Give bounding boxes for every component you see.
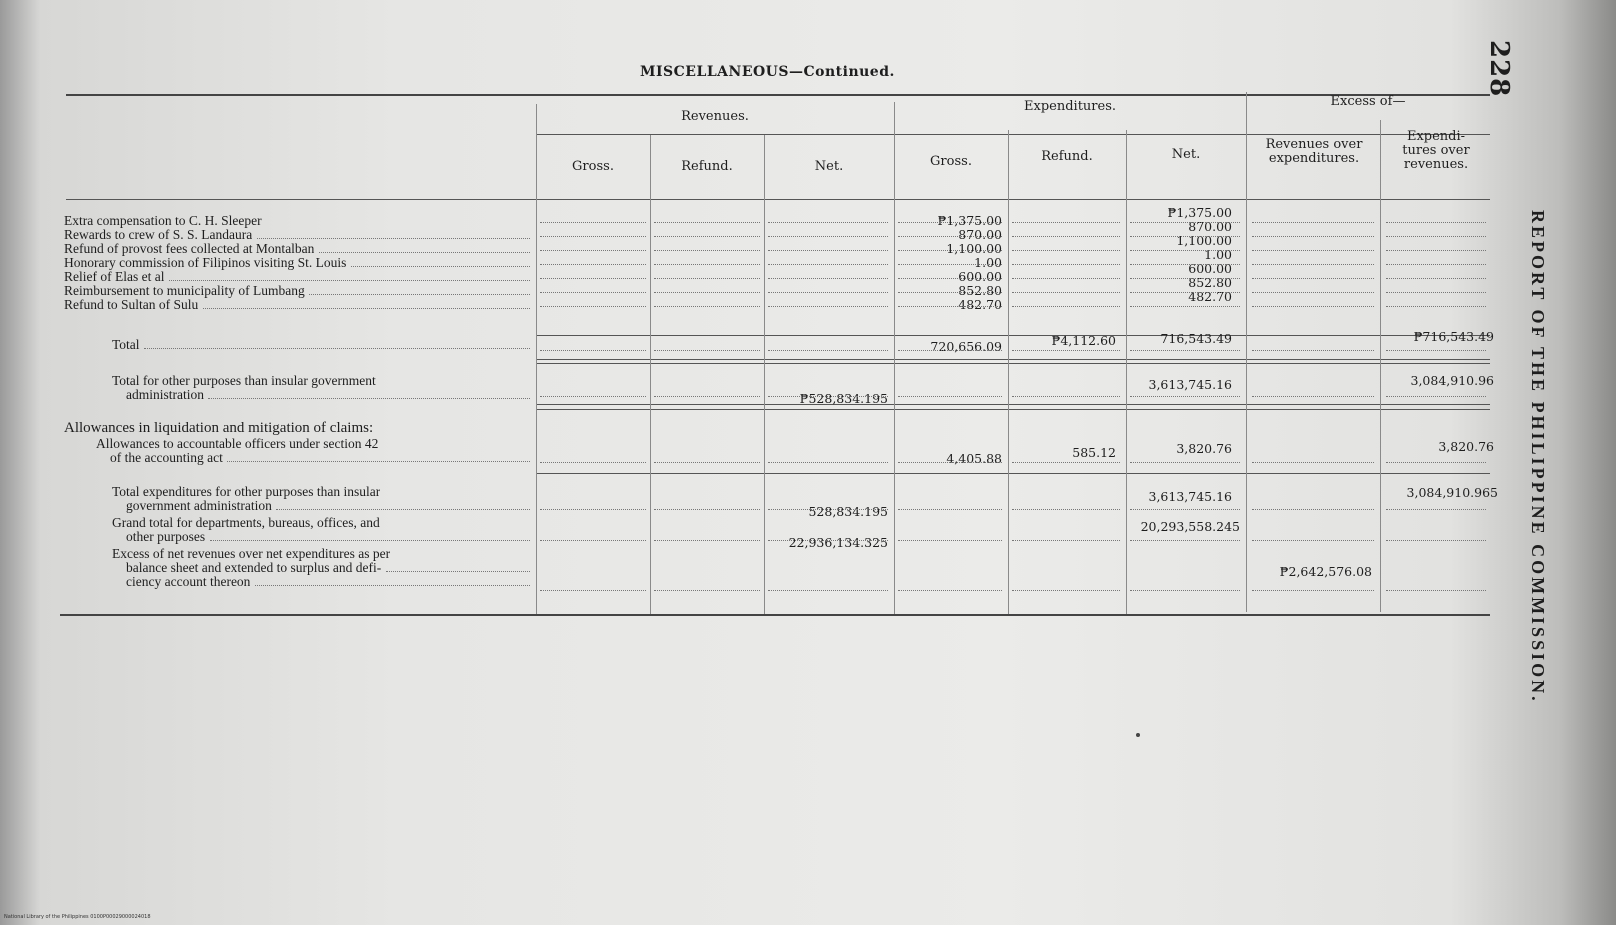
cell-leader-dots (654, 278, 760, 279)
cell-leader-dots (540, 350, 646, 351)
label-leader-dots (255, 585, 530, 586)
cell-leader-dots (768, 264, 888, 265)
cell-leader-dots (1386, 350, 1486, 351)
header-exp-net: Net. (1171, 147, 1201, 162)
cell-leader-dots (1386, 590, 1486, 591)
cell-leader-dots (898, 222, 1002, 223)
exp-gross-7: 482.70 (958, 297, 1002, 312)
cell-leader-dots (654, 350, 760, 351)
cell-leader-dots (1252, 292, 1374, 293)
col-rule-8 (1380, 120, 1381, 612)
cell-leader-dots (1252, 396, 1374, 397)
cell-leader-dots (1130, 222, 1240, 223)
header-revenues: Revenues. (681, 109, 749, 124)
cell-leader-dots (1252, 590, 1374, 591)
cell-leader-dots (1252, 540, 1374, 541)
cell-leader-dots (1386, 396, 1486, 397)
header-exp-refund: Refund. (1041, 149, 1093, 164)
grand-total-label-2-text: other purposes (126, 530, 206, 544)
exp-gross-2: 870.00 (958, 227, 1002, 242)
cell-leader-dots (1130, 236, 1240, 237)
header-rev-gross: Gross. (572, 159, 614, 174)
exp-gross-1: ₱1,375.00 (937, 213, 1002, 228)
cell-leader-dots (540, 590, 646, 591)
cell-leader-dots (768, 236, 888, 237)
exp-gross-6: 852.80 (958, 283, 1002, 298)
row-label-6: Reimbursement to municipality of Lumbang (64, 284, 305, 298)
total-other-label-2-text: administration (126, 388, 204, 402)
total-exp-label-2-text: government administration (126, 499, 272, 513)
cell-leader-dots (1012, 264, 1120, 265)
cell-leader-dots (1386, 222, 1486, 223)
cell-leader-dots (1012, 509, 1120, 510)
label-leader-dots (210, 540, 530, 541)
cell-leader-dots (1252, 250, 1374, 251)
exp-net-6: 852.80 (1188, 275, 1232, 290)
cell-leader-dots (540, 292, 646, 293)
cell-leader-dots (1252, 350, 1374, 351)
cell-leader-dots (1130, 462, 1240, 463)
label-leader-dots (169, 280, 530, 281)
allowances-exp-net: 3,820.76 (1176, 441, 1232, 456)
cell-leader-dots (1386, 306, 1486, 307)
grand-total-label-2 (112, 530, 205, 544)
header-expenditures: Expenditures. (1024, 99, 1116, 114)
col-rule-7 (1246, 92, 1247, 612)
total-excess-exp: ₱716,543.49 (1413, 329, 1494, 344)
cell-leader-dots (898, 278, 1002, 279)
cell-leader-dots (768, 278, 888, 279)
exp-net-5: 600.00 (1188, 261, 1232, 276)
running-head: REPORT OF THE PHILIPPINE COMMISSION. (1528, 210, 1548, 704)
table-title: MISCELLANEOUS—Continued. (640, 64, 895, 80)
cell-leader-dots (1012, 306, 1120, 307)
allowances-excess-exp: 3,820.76 (1438, 439, 1494, 454)
allowances-label-2-text: of the accounting act (110, 451, 223, 465)
cell-leader-dots (654, 264, 760, 265)
cell-leader-dots (898, 306, 1002, 307)
cell-leader-dots (1252, 222, 1374, 223)
total-other-excess-exp: 3,084,910.96 (1410, 373, 1494, 388)
cell-leader-dots (768, 396, 888, 397)
cell-leader-dots (1130, 396, 1240, 397)
cell-leader-dots (1012, 250, 1120, 251)
col-rule-3 (764, 135, 765, 614)
label-leader-dots (257, 238, 530, 239)
cell-leader-dots (1130, 509, 1240, 510)
cell-leader-dots (768, 292, 888, 293)
cell-leader-dots (540, 222, 646, 223)
label-leader-dots (203, 308, 530, 309)
cell-leader-dots (540, 236, 646, 237)
page-number: 228 (1484, 40, 1514, 98)
cell-leader-dots (654, 222, 760, 223)
allowances-exp-gross: 4,405.88 (946, 451, 1002, 466)
cell-leader-dots (898, 292, 1002, 293)
label-leader-dots (144, 348, 530, 349)
cell-leader-dots (654, 540, 760, 541)
cell-leader-dots (654, 250, 760, 251)
excess-net-label-2 (112, 561, 381, 575)
label-leader-dots (386, 571, 530, 572)
col-rule-4 (894, 102, 895, 614)
cell-leader-dots (898, 590, 1002, 591)
cell-leader-dots (768, 509, 888, 510)
label-leader-dots (309, 294, 530, 295)
excess-net-excess-rev: ₱2,642,576.08 (1279, 564, 1372, 579)
exp-net-4: 1.00 (1204, 247, 1232, 262)
cell-leader-dots (768, 250, 888, 251)
total-exp-gross: 720,656.09 (930, 339, 1002, 354)
grand-total-exp-net: 20,293,558.245 (1140, 519, 1240, 534)
label-leader-dots (227, 461, 530, 462)
cell-leader-dots (898, 540, 1002, 541)
row-label-5: Relief of Elas et al (64, 270, 165, 284)
total-other-label-1: Total for other purposes than insular government (112, 374, 376, 388)
other-top-rule (536, 363, 1490, 364)
group-header-rule (536, 134, 1490, 135)
cell-leader-dots (1012, 396, 1120, 397)
row-label-3: Refund of provost fees collected at Montalban (64, 242, 315, 256)
cell-leader-dots (898, 236, 1002, 237)
allow-bottom-rule (536, 473, 1490, 474)
label-leader-dots (319, 252, 530, 253)
ink-speck (1136, 733, 1140, 737)
cell-leader-dots (540, 540, 646, 541)
cell-leader-dots (1012, 278, 1120, 279)
cell-leader-dots (1386, 278, 1486, 279)
cell-leader-dots (654, 306, 760, 307)
total-other-label-2 (112, 388, 204, 402)
cell-leader-dots (540, 278, 646, 279)
exp-net-3: 1,100.00 (1176, 233, 1232, 248)
cell-leader-dots (540, 306, 646, 307)
cell-leader-dots (1130, 292, 1240, 293)
cell-leader-dots (1386, 236, 1486, 237)
cell-leader-dots (768, 222, 888, 223)
exp-net-2: 870.00 (1188, 219, 1232, 234)
cell-leader-dots (540, 396, 646, 397)
cell-leader-dots (1130, 278, 1240, 279)
allow-top-rule (536, 409, 1490, 410)
excess-net-label-2-text: balance sheet and extended to surplus and defi- (126, 561, 382, 575)
label-leader-dots (208, 398, 530, 399)
cell-leader-dots (1012, 292, 1120, 293)
total-exp-exp-net: 3,613,745.16 (1148, 489, 1232, 504)
cell-leader-dots (1012, 350, 1120, 351)
excess-net-label-3 (112, 575, 250, 589)
cell-leader-dots (1130, 264, 1240, 265)
cell-leader-dots (540, 462, 646, 463)
header-excess-rev: Revenues over expenditures. (1265, 137, 1363, 166)
other-bottom-rule (536, 404, 1490, 405)
allowances-exp-refund: 585.12 (1072, 445, 1116, 460)
table-bottom-rule (60, 614, 1490, 616)
total-label: Total (112, 338, 140, 352)
cell-leader-dots (654, 292, 760, 293)
cell-leader-dots (1386, 264, 1486, 265)
grand-total-label-1: Grand total for departments, bureaus, offices, and (112, 516, 380, 530)
cell-leader-dots (540, 509, 646, 510)
header-bottom-rule (66, 199, 1490, 200)
total-exp-excess-exp: 3,084,910.965 (1406, 485, 1498, 500)
cell-leader-dots (1386, 292, 1486, 293)
col-rule-1 (536, 104, 537, 614)
header-rev-net: Net. (814, 159, 844, 174)
cell-leader-dots (1252, 236, 1374, 237)
header-exp-gross: Gross. (930, 154, 972, 169)
cell-leader-dots (540, 250, 646, 251)
row-label-2: Rewards to crew of S. S. Landaura (64, 228, 253, 242)
cell-leader-dots (1252, 509, 1374, 510)
total-exp-net: 716,543.49 (1160, 331, 1232, 346)
header-rev-refund: Refund. (681, 159, 733, 174)
total-exp-label-1: Total expenditures for other purposes than insular (112, 485, 381, 499)
cell-leader-dots (898, 462, 1002, 463)
cell-leader-dots (1386, 462, 1486, 463)
cell-leader-dots (1130, 306, 1240, 307)
cell-leader-dots (1386, 250, 1486, 251)
total-bottom-rule (536, 359, 1490, 360)
allowances-heading: Allowances in liquidation and mitigation of claims: (64, 420, 374, 436)
excess-net-label-1: Excess of net revenues over net expenditures as per (112, 547, 391, 561)
cell-leader-dots (898, 350, 1002, 351)
label-leader-dots (276, 509, 530, 510)
cell-leader-dots (1130, 590, 1240, 591)
cell-leader-dots (540, 264, 646, 265)
cell-leader-dots (898, 250, 1002, 251)
cell-leader-dots (1012, 540, 1120, 541)
cell-leader-dots (768, 540, 888, 541)
cell-leader-dots (1012, 222, 1120, 223)
cell-leader-dots (768, 462, 888, 463)
cell-leader-dots (1252, 306, 1374, 307)
cell-leader-dots (1130, 540, 1240, 541)
cell-leader-dots (654, 236, 760, 237)
total-other-rev-net: ₱528,834.195 (799, 391, 888, 406)
cell-leader-dots (1012, 462, 1120, 463)
excess-net-label-3-text: ciency account thereon (126, 575, 251, 589)
grand-total-rev-net: 22,936,134.325 (788, 535, 888, 550)
total-exp-label-2 (112, 499, 272, 513)
header-excess-of: Excess of— (1330, 94, 1406, 109)
exp-gross-5: 600.00 (958, 269, 1002, 284)
cell-leader-dots (654, 590, 760, 591)
cell-leader-dots (1252, 462, 1374, 463)
archive-footer: National Library of the Philippines 0100P00029000024018 (4, 914, 151, 920)
cell-leader-dots (1012, 590, 1120, 591)
total-exp-refund: ₱4,112.60 (1051, 333, 1116, 348)
header-excess-exp: Expendi- tures over revenues. (1402, 129, 1470, 172)
cell-leader-dots (1130, 250, 1240, 251)
cell-leader-dots (898, 264, 1002, 265)
exp-net-1: ₱1,375.00 (1167, 205, 1232, 220)
cell-leader-dots (1386, 540, 1486, 541)
cell-leader-dots (1130, 350, 1240, 351)
cell-leader-dots (1012, 236, 1120, 237)
exp-gross-4: 1.00 (974, 255, 1002, 270)
cell-leader-dots (768, 590, 888, 591)
cell-leader-dots (654, 509, 760, 510)
exp-gross-3: 1,100.00 (946, 241, 1002, 256)
cell-leader-dots (654, 396, 760, 397)
cell-leader-dots (768, 350, 888, 351)
exp-net-7: 482.70 (1188, 289, 1232, 304)
cell-leader-dots (768, 306, 888, 307)
row-label-4: Honorary commission of Filipinos visiting St. Louis (64, 256, 347, 270)
total-other-exp-net: 3,613,745.16 (1148, 377, 1232, 392)
label-leader-dots (351, 266, 530, 267)
row-label-7: Refund to Sultan of Sulu (64, 298, 199, 312)
col-rule-5 (1008, 130, 1009, 614)
row-label-1: Extra compensation to C. H. Sleeper (64, 214, 262, 228)
col-rule-2 (650, 135, 651, 614)
col-rule-6 (1126, 130, 1127, 614)
cell-leader-dots (654, 462, 760, 463)
allowances-label-1: Allowances to accountable officers under section 42 (96, 437, 379, 451)
cell-leader-dots (898, 509, 1002, 510)
cell-leader-dots (1386, 509, 1486, 510)
cell-leader-dots (1252, 264, 1374, 265)
cell-leader-dots (898, 396, 1002, 397)
total-exp-rev-net: 528,834.195 (808, 504, 888, 519)
allowances-label-2 (96, 451, 223, 465)
cell-leader-dots (1252, 278, 1374, 279)
